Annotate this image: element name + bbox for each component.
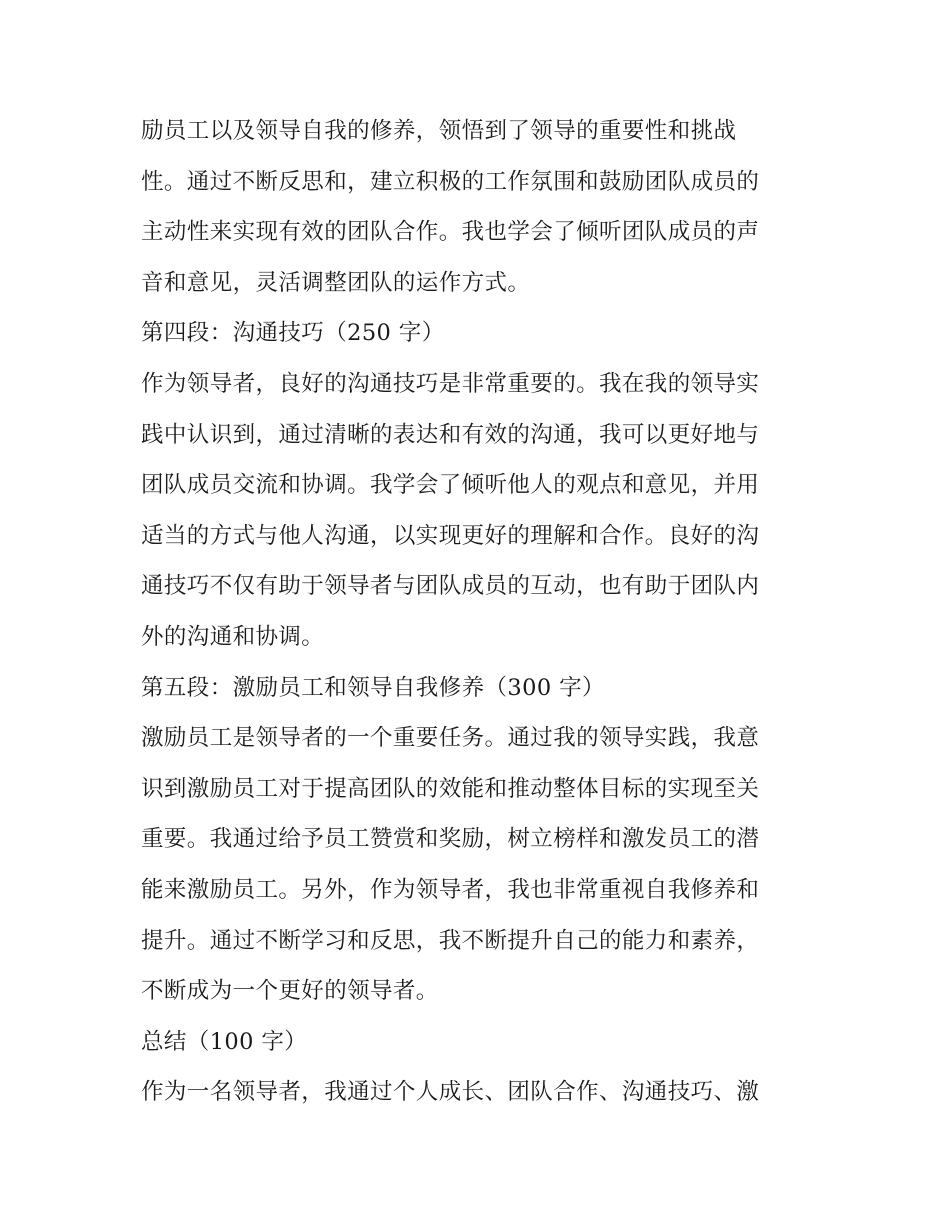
- document-page: [141, 106, 813, 1118]
- text-line: 提升。通过不断学习和反思，我不断提升自己的能力和素养，: [141, 927, 760, 954]
- text-line: 性。通过不断反思和，建立积极的工作氛围和鼓励团队成员的: [141, 168, 760, 195]
- text-line: 不断成为一个更好的领导者。: [141, 978, 439, 1005]
- text-line: 音和意见，灵活调整团队的运作方式。: [141, 269, 531, 296]
- paragraph-summary: [141, 1067, 813, 1118]
- text-line: 励员工以及领导自我的修养，领悟到了领导的重要性和挑战: [141, 118, 737, 144]
- section-heading-motivation: 第五段：激励员工和领导自我修养（300 字）: [141, 674, 605, 701]
- text-line: 作为一名领导者，我通过个人成长、团队合作、沟通技巧、激: [141, 1079, 760, 1106]
- text-line: 作为领导者，良好的沟通技巧是非常重要的。我在我的领导实: [141, 370, 760, 397]
- text-line: 团队成员交流和协调。我学会了倾听他人的观点和意见，并用: [141, 472, 760, 499]
- section-heading-communication: 第四段：沟通技巧（250 字）: [141, 320, 445, 347]
- text-line: 适当的方式与他人沟通，以实现更好的理解和合作。良好的沟: [141, 522, 760, 549]
- text-line: 通技巧不仅有助于领导者与团队成员的互动，也有助于团队内: [141, 573, 760, 600]
- text-line: 外的沟通和协调。: [141, 623, 325, 650]
- text-line: 践中认识到，通过清晰的表达和有效的沟通，我可以更好地与: [141, 421, 760, 448]
- text-line: 激励员工是领导者的一个重要任务。通过我的领导实践，我意: [141, 725, 760, 752]
- text-line: 主动性来实现有效的团队合作。我也学会了倾听团队成员的声: [141, 219, 760, 246]
- text-line: 重要。我通过给予员工赞赏和奖励，树立榜样和激发员工的潜: [141, 826, 760, 853]
- section-heading-summary: 总结（100 字）: [141, 1028, 308, 1055]
- text-line: 识到激励员工对于提高团队的效能和推动整体目标的实现至关: [141, 775, 760, 802]
- paragraph-communication: [141, 359, 813, 663]
- paragraph-continued: [141, 106, 813, 308]
- paragraph-motivation: [141, 713, 813, 1017]
- text-line: 能来激励员工。另外，作为领导者，我也非常重视自我修养和: [141, 876, 760, 903]
